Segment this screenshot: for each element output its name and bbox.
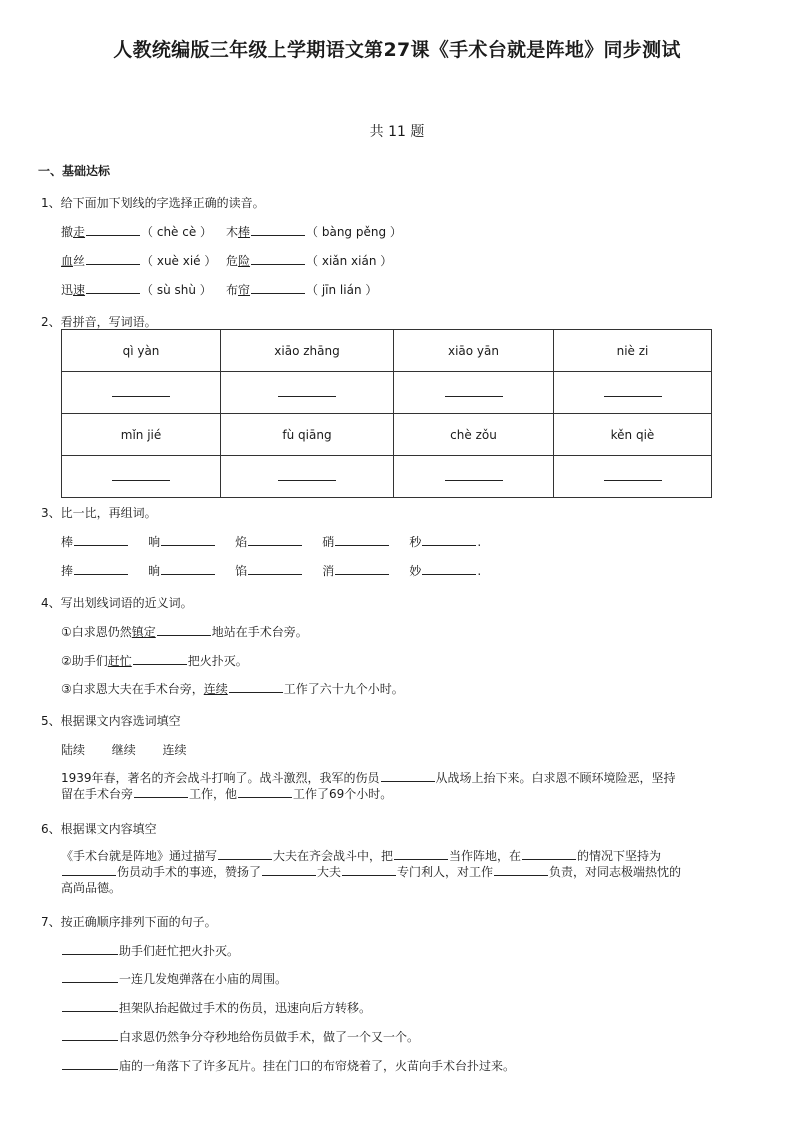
answer-blank[interactable] [229,681,283,693]
word-bank [61,741,186,758]
answer-blank[interactable] [394,848,448,860]
answer-blank[interactable] [422,563,476,575]
answer-cell[interactable] [62,456,221,498]
answer-cell[interactable] [221,372,394,414]
answer-blank[interactable] [238,786,292,798]
pinyin-cell: xiāo yān [394,330,554,372]
answer-row [62,372,712,414]
answer-blank[interactable] [62,864,116,876]
answer-blank[interactable] [133,653,187,665]
q5-passage: 1939年春，著名的齐会战斗打响了。战斗激烈，我军的伤员 从战场上抬下来。白求恩不顾环境险恶，坚持 留在手术台旁 工作，他 工作了69个小时。 [61,771,676,801]
answer-row [62,456,712,498]
q4-sentence-3: ③白求恩大夫在手术台旁，连续 工作了六十九个小时。 [61,682,404,696]
q7-sentence: 助手们赶忙把火扑灭。 [61,942,239,959]
answer-cell[interactable] [554,456,712,498]
q7-sentence: 担架队抬起做过手术的伤员，迅速向后方转移。 [61,999,371,1016]
answer-blank[interactable] [157,624,211,636]
question-3-prompt: 3、比一比，再组词。 [41,506,157,520]
answer-blank[interactable] [381,770,435,782]
answer-blank[interactable] [342,864,396,876]
answer-blank[interactable] [86,282,140,294]
pinyin-cell: mǐn jié [62,414,221,456]
pinyin-cell: niè zi [554,330,712,372]
order-blank[interactable] [62,971,118,983]
order-blank[interactable] [62,1000,118,1012]
answer-blank[interactable] [248,563,302,575]
pinyin-cell: qì yàn [62,330,221,372]
answer-blank[interactable] [278,385,336,397]
q3-row-1: 棒 响 焰 硝 秒 . [61,535,482,549]
pinyin-cell: chè zǒu [394,414,554,456]
answer-blank[interactable] [522,848,576,860]
q3-row-2: 捧 晌 馅 消 妙 . [61,564,482,578]
question-5-prompt: 5、根据课文内容选词填空 [41,714,181,728]
answer-blank[interactable] [74,534,128,546]
answer-blank[interactable] [218,848,272,860]
answer-blank[interactable] [134,786,188,798]
question-7-prompt: 7、按正确顺序排列下面的句子。 [41,915,217,929]
order-blank[interactable] [62,943,118,955]
answer-blank[interactable] [278,469,336,481]
q1-item-2: 木棒 （ bàng pěng ） [226,225,402,239]
answer-blank[interactable] [86,224,140,236]
question-count: 共 11 题 [369,124,425,140]
word-option: 陆续 [61,743,86,757]
answer-blank[interactable] [445,385,503,397]
answer-blank[interactable] [335,534,389,546]
answer-blank[interactable] [112,469,170,481]
pinyin-cell: xiāo zhāng [221,330,394,372]
answer-blank[interactable] [262,864,316,876]
answer-blank[interactable] [445,469,503,481]
order-blank[interactable] [62,1058,118,1070]
answer-blank[interactable] [251,253,305,265]
answer-blank[interactable] [604,469,662,481]
answer-blank[interactable] [422,534,476,546]
pinyin-cell: fù qiāng [221,414,394,456]
answer-blank[interactable] [248,534,302,546]
answer-cell[interactable] [62,372,221,414]
answer-cell[interactable] [394,456,554,498]
q4-sentence-1: ①白求恩仍然镇定 地站在手术台旁。 [61,625,308,639]
q1-item-5: 迅速 （ sù shù ） [61,283,212,297]
question-4-prompt: 4、写出划线词语的近义词。 [41,596,193,610]
q7-sentence: 庙的一角落下了许多瓦片。挂在门口的布帘烧着了，火苗向手术台扑过来。 [61,1057,515,1074]
word-option: 继续 [111,743,136,757]
answer-cell[interactable] [394,372,554,414]
word-option: 连续 [162,743,187,757]
order-blank[interactable] [62,1029,118,1041]
pinyin-row [62,330,712,372]
page-title: 人教统编版三年级上学期语文第27课《手术台就是阵地》同步测试 [113,39,681,61]
section-heading: 一、基础达标 [38,164,111,178]
answer-cell[interactable] [554,372,712,414]
answer-blank[interactable] [251,224,305,236]
pinyin-row [62,414,712,456]
answer-cell[interactable] [221,456,394,498]
answer-blank[interactable] [494,864,548,876]
q1-item-3: 血丝 （ xuè xié ） [61,254,217,268]
question-6-prompt: 6、根据课文内容填空 [41,822,157,836]
answer-blank[interactable] [161,563,215,575]
answer-blank[interactable] [74,563,128,575]
answer-blank[interactable] [251,282,305,294]
answer-blank[interactable] [161,534,215,546]
q7-sentence: 一连几发炮弹落在小庙的周围。 [61,970,287,987]
answer-blank[interactable] [112,385,170,397]
answer-blank[interactable] [86,253,140,265]
q7-sentence: 白求恩仍然争分夺秒地给伤员做手术，做了一个又一个。 [61,1028,419,1045]
q1-item-1: 撤走 （ chè cè ） [61,225,213,239]
q1-item-4: 危险 （ xiǎn xián ） [226,254,393,268]
q6-passage: 《手术台就是阵地》通过描写 大夫在齐会战斗中，把 当作阵地，在 的情况下坚持为 伤员动手术的事迹，赞扬了 大夫 专门利人，对工作 负责，对同志极端热忱的 高尚品德。 [61,849,682,895]
pinyin-table [61,329,712,498]
answer-blank[interactable] [604,385,662,397]
answer-blank[interactable] [335,563,389,575]
q1-item-6: 布帘 （ jīn lián ） [226,283,378,297]
question-2-prompt: 2、看拼音，写词语。 [41,315,157,329]
question-1-prompt: 1、给下面加下划线的字选择正确的读音。 [41,196,265,210]
pinyin-cell: kěn qiè [554,414,712,456]
q4-sentence-2: ②助手们赶忙 把火扑灭。 [61,654,248,668]
